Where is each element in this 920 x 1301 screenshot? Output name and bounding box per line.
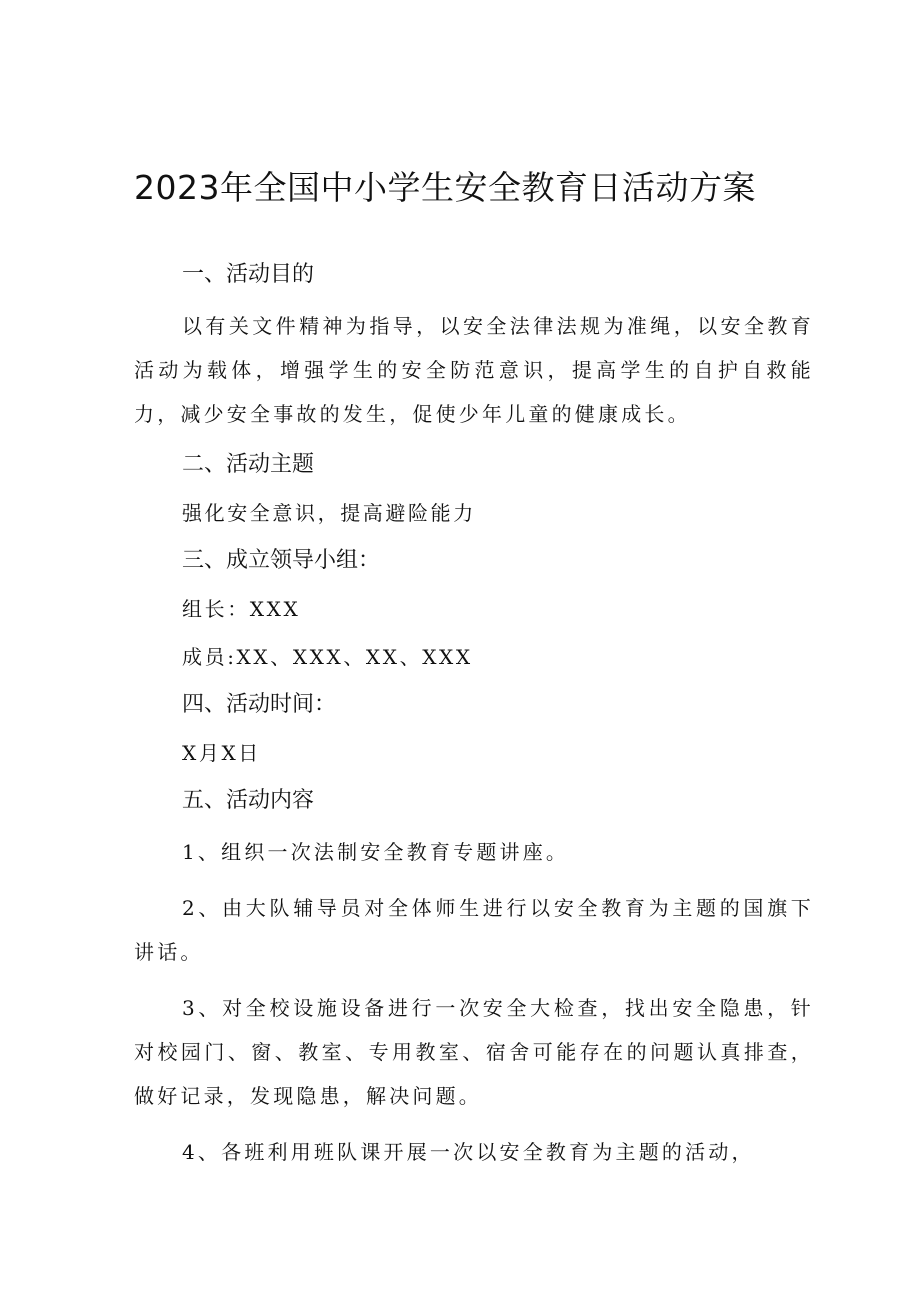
section-heading-time: 四、活动时间： [182, 692, 337, 717]
time-text: X月X日 [182, 741, 261, 765]
section-heading-content: 五、活动内容 [182, 788, 315, 813]
content-item-4: 4、各班利用班队课开展一次以安全教育为主题的活动， [182, 1140, 755, 1164]
section-heading-purpose: 一、活动目的 [182, 262, 315, 287]
section-heading-theme: 二、活动主题 [182, 452, 315, 477]
leader-line: 组长：XXX [182, 597, 301, 621]
theme-text: 强化安全意识，提高避险能力 [182, 501, 476, 525]
content-item-2: 2、由大队辅导员对全体师生进行以安全教育为主题的国旗下讲话。 [134, 896, 814, 964]
document-body [134, 258, 814, 1174]
document-title: 2023年全国中小学生安全教育日活动方案 [134, 168, 756, 207]
content-item-1: 1、组织一次法制安全教育专题讲座。 [182, 840, 570, 864]
purpose-paragraph: 以有关文件精神为指导，以安全法律法规为准绳，以安全教育活动为载体，增强学生的安全防范意识，提高学生的自护自救能力，减少安全事故的发生，促使少年儿童的健康成长。 [134, 314, 814, 426]
content-item-3: 3、对全校设施设备进行一次安全大检查，找出安全隐患，针对校园门、窗、教室、专用教室、宿舍可能存在的问题认真排查，做好记录，发现隐患，解决问题。 [134, 996, 814, 1108]
members-line: 成员:XX、XXX、XX、XXX [182, 645, 473, 669]
section-heading-leadership: 三、成立领导小组： [182, 548, 381, 573]
